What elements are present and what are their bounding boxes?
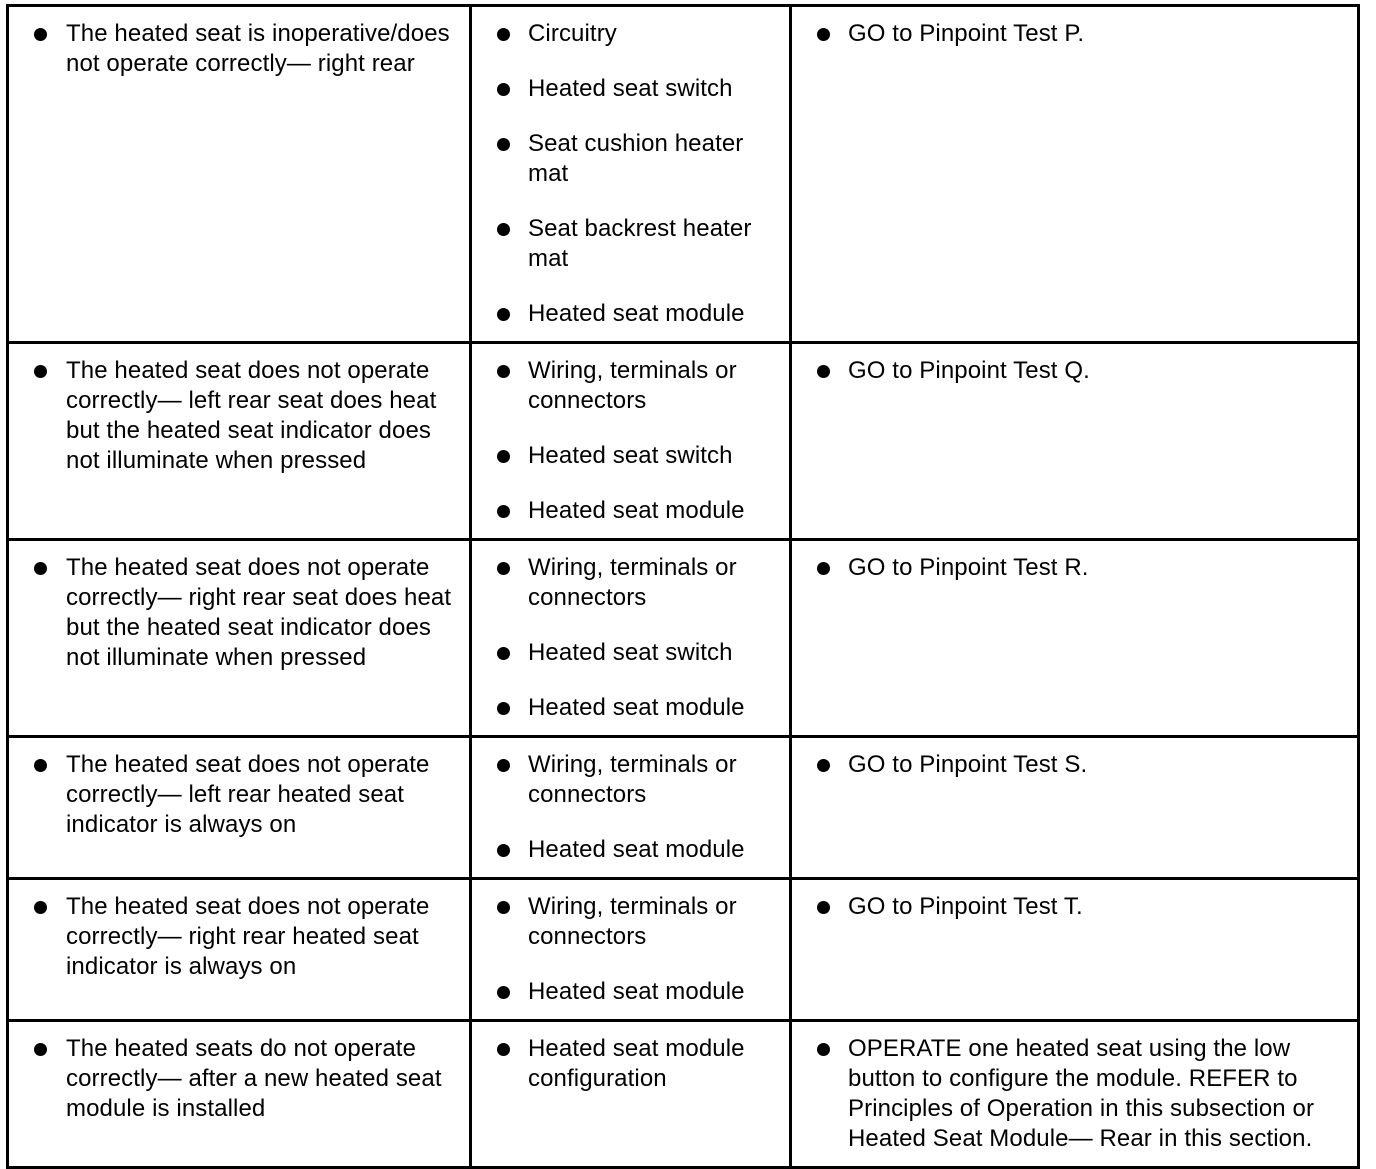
- action-item: [848, 750, 1347, 780]
- condition-list: [9, 880, 469, 994]
- condition-cell: [8, 1021, 471, 1168]
- action-cell: [791, 879, 1359, 1021]
- bullet-icon: [497, 28, 510, 41]
- bullet-icon: [817, 1043, 830, 1056]
- condition-text: The heated seat does not operate correctly— left rear heated seat indicator is always on: [66, 751, 430, 838]
- possible-source-cell: [471, 737, 791, 879]
- possible-source-text: Heated seat module: [528, 836, 745, 863]
- action-list: [792, 541, 1357, 595]
- possible-source-cell: [471, 1021, 791, 1168]
- possible-source-text: Wiring, terminals or connectors: [528, 554, 737, 611]
- bullet-icon: [497, 759, 510, 772]
- condition-item: [66, 750, 461, 840]
- bullet-icon: [34, 365, 47, 378]
- possible-source-item: [528, 299, 783, 329]
- action-text: GO to Pinpoint Test Q.: [848, 357, 1090, 384]
- action-cell: [791, 1021, 1359, 1168]
- condition-item: [66, 19, 461, 79]
- condition-item: [66, 1034, 461, 1124]
- table-row: [8, 737, 1359, 879]
- possible-source-item: [528, 356, 783, 416]
- possible-source-item: [528, 892, 783, 952]
- possible-source-item: [528, 835, 783, 865]
- action-text: GO to Pinpoint Test T.: [848, 893, 1083, 920]
- bullet-icon: [817, 562, 830, 575]
- condition-list: [9, 1022, 469, 1136]
- condition-cell: [8, 879, 471, 1021]
- condition-text: The heated seat does not operate correctly— left rear seat does heat but the heated seat indicator does not illuminate when pressed: [66, 357, 437, 474]
- bullet-icon: [34, 901, 47, 914]
- bullet-icon: [497, 365, 510, 378]
- bullet-icon: [817, 901, 830, 914]
- condition-list: [9, 7, 469, 91]
- possible-source-list: [472, 738, 789, 877]
- table-row: [8, 1021, 1359, 1168]
- bullet-icon: [34, 28, 47, 41]
- symptom-chart-table: [6, 4, 1360, 1169]
- bullet-icon: [497, 308, 510, 321]
- possible-source-text: Heated seat module: [528, 300, 745, 327]
- action-list: [792, 344, 1357, 398]
- possible-source-text: Circuitry: [528, 20, 617, 47]
- condition-list: [9, 344, 469, 488]
- bullet-icon: [497, 986, 510, 999]
- action-item: [848, 892, 1347, 922]
- condition-text: The heated seat does not operate correctly— right rear seat does heat but the heated seat indicator does not illuminate when pressed: [66, 554, 452, 671]
- condition-cell: [8, 343, 471, 540]
- bullet-icon: [34, 1043, 47, 1056]
- possible-source-item: [528, 129, 783, 189]
- possible-source-item: [528, 1034, 783, 1094]
- action-item: [848, 1034, 1347, 1154]
- possible-source-item: [528, 553, 783, 613]
- action-cell: [791, 6, 1359, 343]
- possible-source-text: Seat cushion heater mat: [528, 130, 744, 187]
- condition-item: [66, 553, 461, 673]
- action-list: [792, 738, 1357, 792]
- action-cell: [791, 343, 1359, 540]
- action-cell: [791, 737, 1359, 879]
- action-text: GO to Pinpoint Test P.: [848, 20, 1085, 47]
- bullet-icon: [497, 901, 510, 914]
- possible-source-item: [528, 693, 783, 723]
- condition-cell: [8, 540, 471, 737]
- bullet-icon: [497, 450, 510, 463]
- action-list: [792, 1022, 1357, 1166]
- condition-list: [9, 738, 469, 852]
- possible-source-text: Heated seat module configuration: [528, 1035, 745, 1092]
- possible-source-list: [472, 7, 789, 341]
- possible-source-list: [472, 344, 789, 538]
- bullet-icon: [497, 647, 510, 660]
- bullet-icon: [497, 83, 510, 96]
- table-row: [8, 6, 1359, 343]
- possible-source-text: Heated seat switch: [528, 442, 733, 469]
- possible-source-cell: [471, 540, 791, 737]
- possible-source-list: [472, 880, 789, 1019]
- action-item: [848, 19, 1347, 49]
- condition-cell: [8, 6, 471, 343]
- condition-text: The heated seats do not operate correctly— after a new heated seat module is installed: [66, 1035, 442, 1122]
- possible-source-item: [528, 750, 783, 810]
- table-row: [8, 343, 1359, 540]
- condition-list: [9, 541, 469, 685]
- possible-source-text: Heated seat module: [528, 978, 745, 1005]
- condition-text: The heated seat is inoperative/does not operate correctly— right rear: [66, 20, 450, 77]
- bullet-icon: [817, 365, 830, 378]
- action-item: [848, 356, 1347, 386]
- bullet-icon: [497, 223, 510, 236]
- bullet-icon: [817, 28, 830, 41]
- possible-source-text: Heated seat switch: [528, 75, 733, 102]
- possible-source-list: [472, 541, 789, 735]
- possible-source-cell: [471, 879, 791, 1021]
- possible-source-text: Wiring, terminals or connectors: [528, 751, 737, 808]
- possible-source-text: Heated seat module: [528, 694, 745, 721]
- possible-source-item: [528, 74, 783, 104]
- possible-source-text: Heated seat module: [528, 497, 745, 524]
- bullet-icon: [34, 562, 47, 575]
- bullet-icon: [497, 702, 510, 715]
- condition-text: The heated seat does not operate correctly— right rear heated seat indicator is always on: [66, 893, 430, 980]
- action-text: OPERATE one heated seat using the low button to configure the module. REFER to Principles of Operation in this subsection or Heated Seat Module— Rear in this section.: [848, 1035, 1315, 1152]
- action-list: [792, 7, 1357, 61]
- possible-source-text: Seat backrest heater mat: [528, 215, 752, 272]
- bullet-icon: [497, 138, 510, 151]
- bullet-icon: [497, 844, 510, 857]
- possible-source-cell: [471, 6, 791, 343]
- possible-source-text: Heated seat switch: [528, 639, 733, 666]
- possible-source-item: [528, 496, 783, 526]
- possible-source-text: Wiring, terminals or connectors: [528, 357, 737, 414]
- bullet-icon: [817, 759, 830, 772]
- possible-source-item: [528, 214, 783, 274]
- possible-source-cell: [471, 343, 791, 540]
- possible-source-item: [528, 19, 783, 49]
- action-item: [848, 553, 1347, 583]
- condition-item: [66, 892, 461, 982]
- table-row: [8, 540, 1359, 737]
- condition-cell: [8, 737, 471, 879]
- possible-source-text: Wiring, terminals or connectors: [528, 893, 737, 950]
- action-text: GO to Pinpoint Test R.: [848, 554, 1089, 581]
- action-cell: [791, 540, 1359, 737]
- possible-source-item: [528, 441, 783, 471]
- bullet-icon: [34, 759, 47, 772]
- bullet-icon: [497, 505, 510, 518]
- possible-source-list: [472, 1022, 789, 1106]
- condition-item: [66, 356, 461, 476]
- bullet-icon: [497, 562, 510, 575]
- symptom-chart-body: [8, 6, 1359, 1168]
- possible-source-item: [528, 638, 783, 668]
- possible-source-item: [528, 977, 783, 1007]
- action-list: [792, 880, 1357, 934]
- bullet-icon: [497, 1043, 510, 1056]
- table-row: [8, 879, 1359, 1021]
- action-text: GO to Pinpoint Test S.: [848, 751, 1088, 778]
